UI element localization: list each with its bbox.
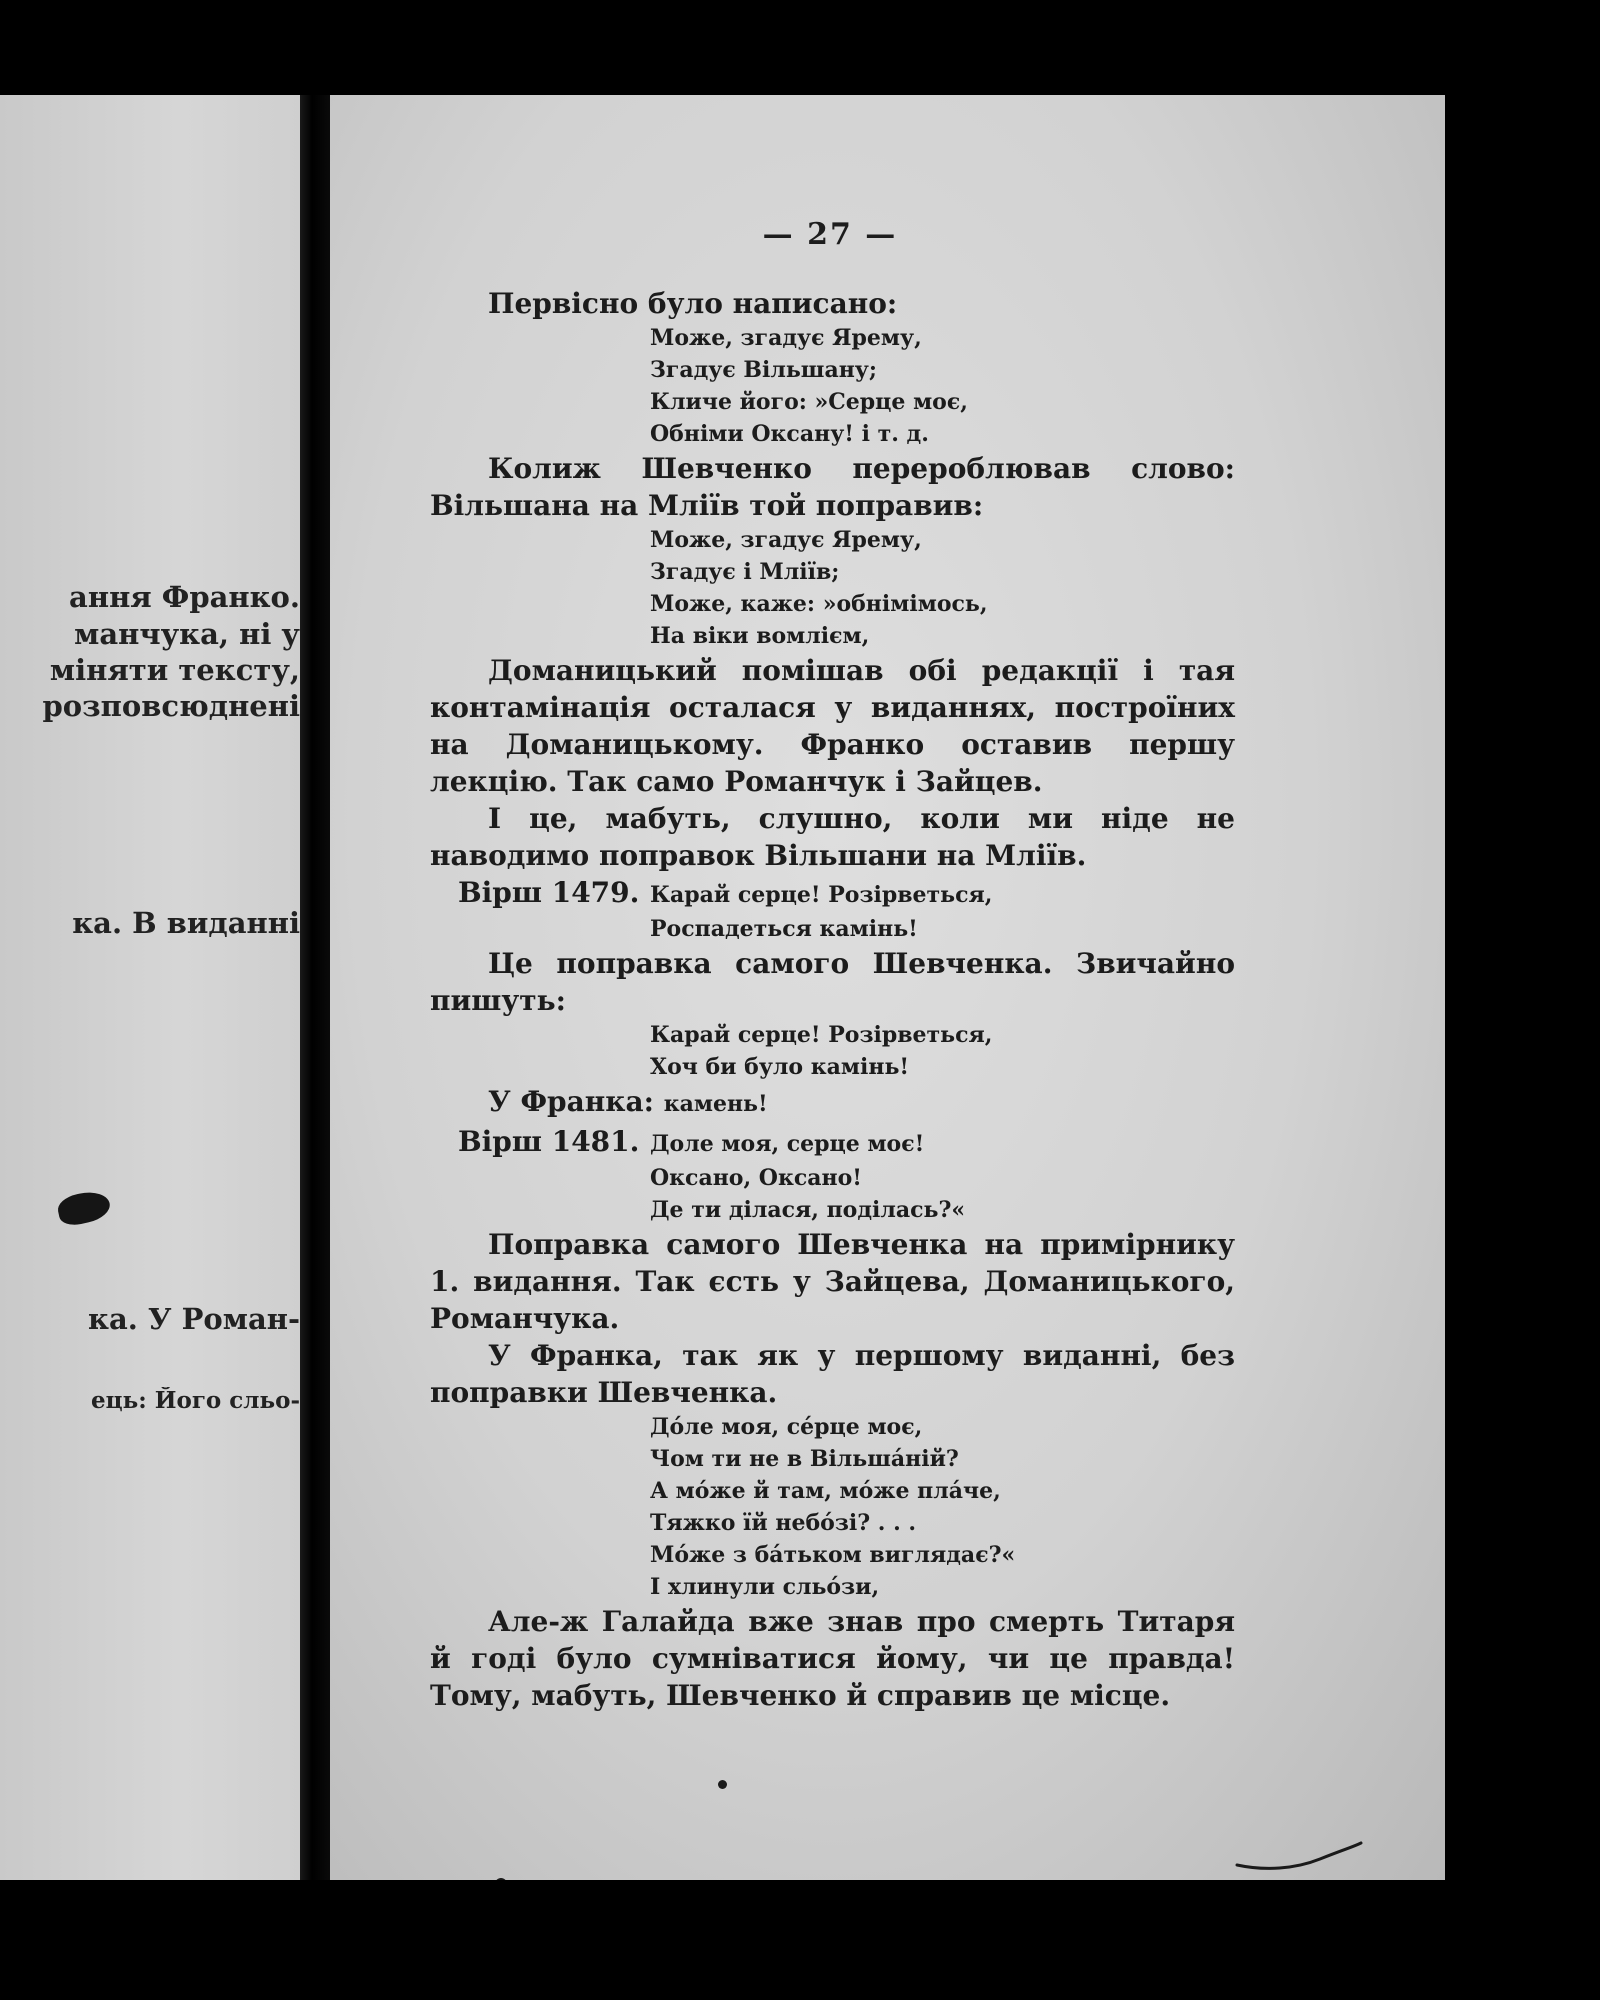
left-fragment: ець: Його сльо- [91,1387,300,1414]
scan-border [0,1880,1600,2000]
paragraph: У Франка, так як у першому виданні, без поправки Шевченка. [430,1339,1235,1409]
paragraph: Поправка самого Шевченка на примірнику 1. видання. Так єсть у Зайцева, Доманицького, Романчука. [430,1228,1235,1335]
paragraph: Але-ж Галайда вже знав про смерть Титаря й годі було сумніватися йому, чи це правда! Тому, мабуть, Шевченко й справив це місце. [430,1605,1235,1712]
left-fragment: міняти тексту, [49,653,300,687]
verse-line: Обніми Оксану! і т. д. [650,421,929,447]
right-page [330,95,1445,1880]
paragraph: Доманицький помішав обі редакції і тая контамінація осталася у виданнях, построїних на Доманицькому. Франко оставив першу лекцію. Так само Романчук і Зайцев. [430,654,1235,798]
paragraph: Колиж Шевченко перероблював слово: Вільшана на Мліїв той поправив: [430,452,1235,522]
page-number: — 27 — [762,217,898,252]
verse-line: Може, згадує Ярему, [650,527,922,553]
verse-quote [430,1019,1235,1083]
verse-line: Тяжко їй небо́зі? . . . [650,1510,917,1536]
paragraph: Первісно було написано: [488,287,898,320]
book-gutter [300,95,330,1880]
left-fragment: ка. У Роман- [88,1302,300,1336]
page-body [430,285,1235,1714]
paragraph: Це поправка самого Шевченка. Звичайно пишуть: [430,947,1235,1017]
left-page [0,95,300,1880]
verse-line: Карай серце! Розірветься, [650,882,993,908]
verse-line: На віки вомлієм, [650,623,870,649]
paragraph-lead: У Франка: [488,1085,654,1118]
verse-line: І хлинули сльо́зи, [650,1574,880,1600]
pencil-mark [1235,1835,1365,1875]
verse-line: Роспадеться камінь! [650,916,918,942]
left-fragment: розповсюднені [42,689,300,723]
verse-line: Хоч би було камінь! [650,1054,910,1080]
verse-line: Кличе його: »Серце моє, [650,389,968,415]
verse-number-label: Вірш 1479. [458,876,640,909]
verse-line: До́ле моя, се́рце моє, [650,1414,923,1440]
verse-line: Оксано, Оксано! [650,1165,862,1191]
verse-line: Карай серце! Розірветься, [650,1022,993,1048]
verse-quote [430,524,1235,652]
verse-note-1481 [430,1125,1235,1226]
verse-line: Згадує і Мліїв; [650,559,840,585]
verse-quote [430,322,1235,450]
verse-line: Мо́же з ба́тьком виглядає?« [650,1542,1016,1568]
paragraph [430,1083,1235,1123]
verse-line: Доле моя, серце моє! [650,1131,925,1157]
verse-line: Може, каже: »обнімімось, [650,591,988,617]
left-fragment: манчука, ні у [74,617,300,651]
verse-line: Чом ти не в Вільша́ній? [650,1446,959,1472]
left-fragment: ка. В виданні [72,906,300,940]
verse-line: Згадує Вільшану; [650,357,878,383]
ink-blot [55,1188,112,1228]
verse-line: Де ти ділася, поділась?« [650,1197,966,1223]
verse-line: Може, згадує Ярему, [650,325,922,351]
left-fragment: ання Франко. [69,580,300,614]
verse-quote [430,1411,1235,1603]
verse-line: А мо́же й там, мо́же пла́че, [650,1478,1001,1504]
paragraph: І це, мабуть, слушно, коли ми ніде не наводимо поправок Вільшани на Мліїв. [430,802,1235,872]
verse-number-label: Вірш 1481. [458,1125,640,1158]
verse-note-1479 [430,876,1235,945]
speck [718,1780,727,1789]
quoted-word: камень! [663,1091,768,1117]
